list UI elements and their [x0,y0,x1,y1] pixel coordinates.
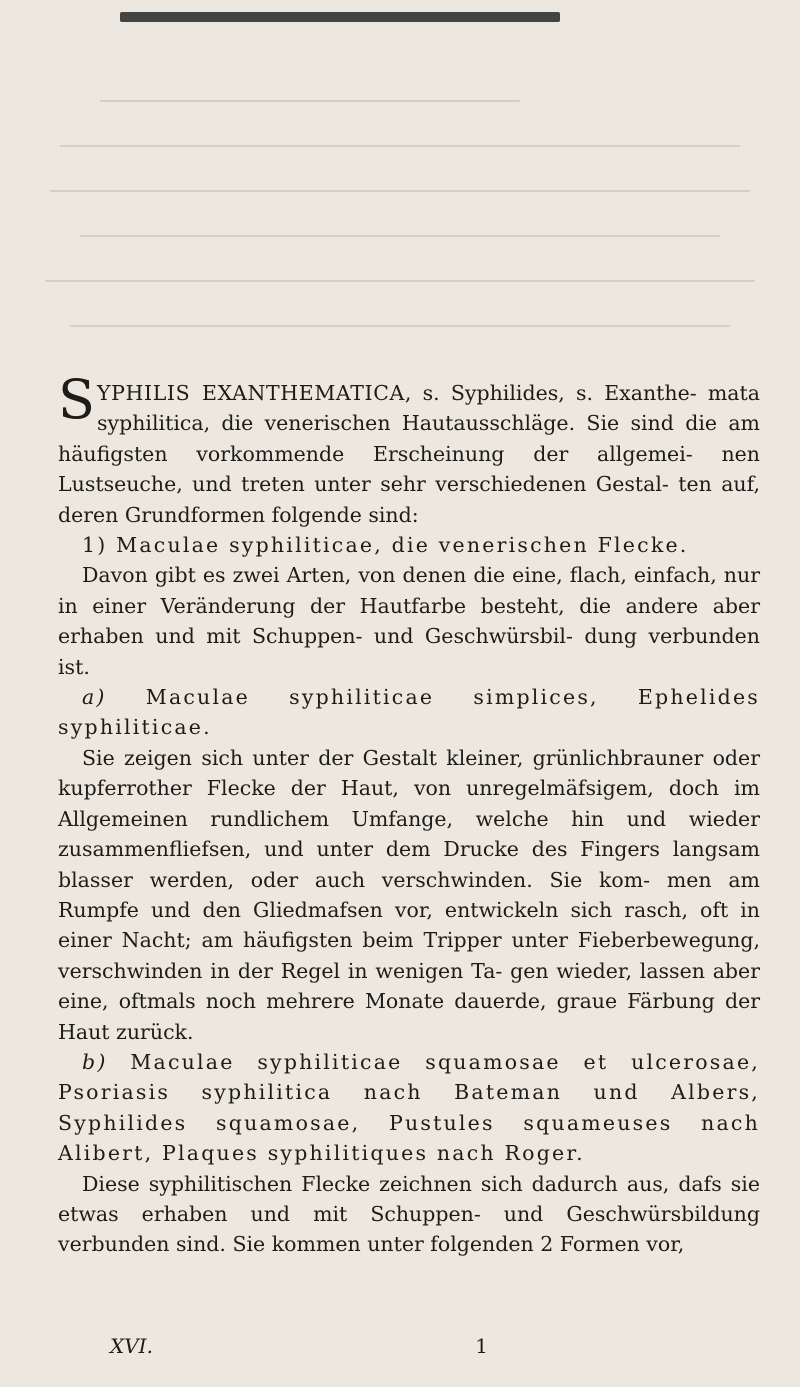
heading-line-1: , s. Syphilides, s. Exanthe- [404,381,697,405]
bleed-through-text [40,60,780,360]
page-body [58,368,760,1260]
signature-mark: XVI. [110,1334,153,1358]
item-b-text: Maculae syphiliticae squamosae et ulcerosae, Psoriasis syphilitica nach Bateman und Albers, Syphilides squamosae, Pustules squameuses nach Alibert, Plaques syphilitiques nach Roger. [58,1049,760,1166]
item-a [58,682,760,743]
paragraph-3: Diese syphilitischen Flecke zeichnen sich dadurch aus, dafs sie etwas erhaben und mit Schuppen- und Geschwürsbildung verbunden sind. Sie kommen unter folgenden 2 Formen vor, [58,1171,760,1257]
heading-paragraph [58,368,760,530]
item-a-label: a) [82,685,107,710]
entry-heading: YPHILIS EXANTHEMATICA [97,381,405,405]
paragraph-2: Sie zeigen sich unter der Gestalt kleiner, grünlichbrauner oder kupferrother Flecke der Haut, von unregelmäfsigem, doch im Allgemeinen rundlichem Umfange, welche hin und wieder zusammenfliefsen, und unter dem Drucke des Fingers langsam blasser werden, oder auch verschwinden. Sie kom- men am Rumpfe und den Gliedmafsen vor, entwickeln sich rasch, oft in einer Nacht; am häufigsten beim Tripper unter Fieberbewegung, verschwinden in der Regel in wenigen Ta- gen wieder, lassen aber eine, oftmals noch mehrere Monate dauerde, graue Färbung der Haut zurück. [58,745,760,1044]
page-number: 1 [475,1334,488,1358]
item-b [58,1047,760,1169]
binding-shadow [120,12,560,22]
paragraph-1: Davon gibt es zwei Arten, von denen die eine, flach, einfach, nur in einer Veränderung der Hautfarbe besteht, die andere aber erhaben und mit Schuppen- und Geschwürsbil- dung verbunden ist. [58,563,760,679]
drop-cap: S [58,368,95,431]
heading-line-2: mata syphilitica, die venerischen Hautausschläge. Sie sind die am häufigsten vorkommende Erscheinung der allgemei- nen Lustseuche, und treten unter sehr verschiedenen Gestal- ten auf, deren Grundformen folgende sind: [58,381,760,527]
item-b-label: b) [82,1049,108,1074]
item-a-text: Maculae syphiliticae simplices, Ephelides syphiliticae. [58,685,760,740]
item-1: 1) Maculae syphiliticae, die venerischen Flecke. [82,533,689,558]
